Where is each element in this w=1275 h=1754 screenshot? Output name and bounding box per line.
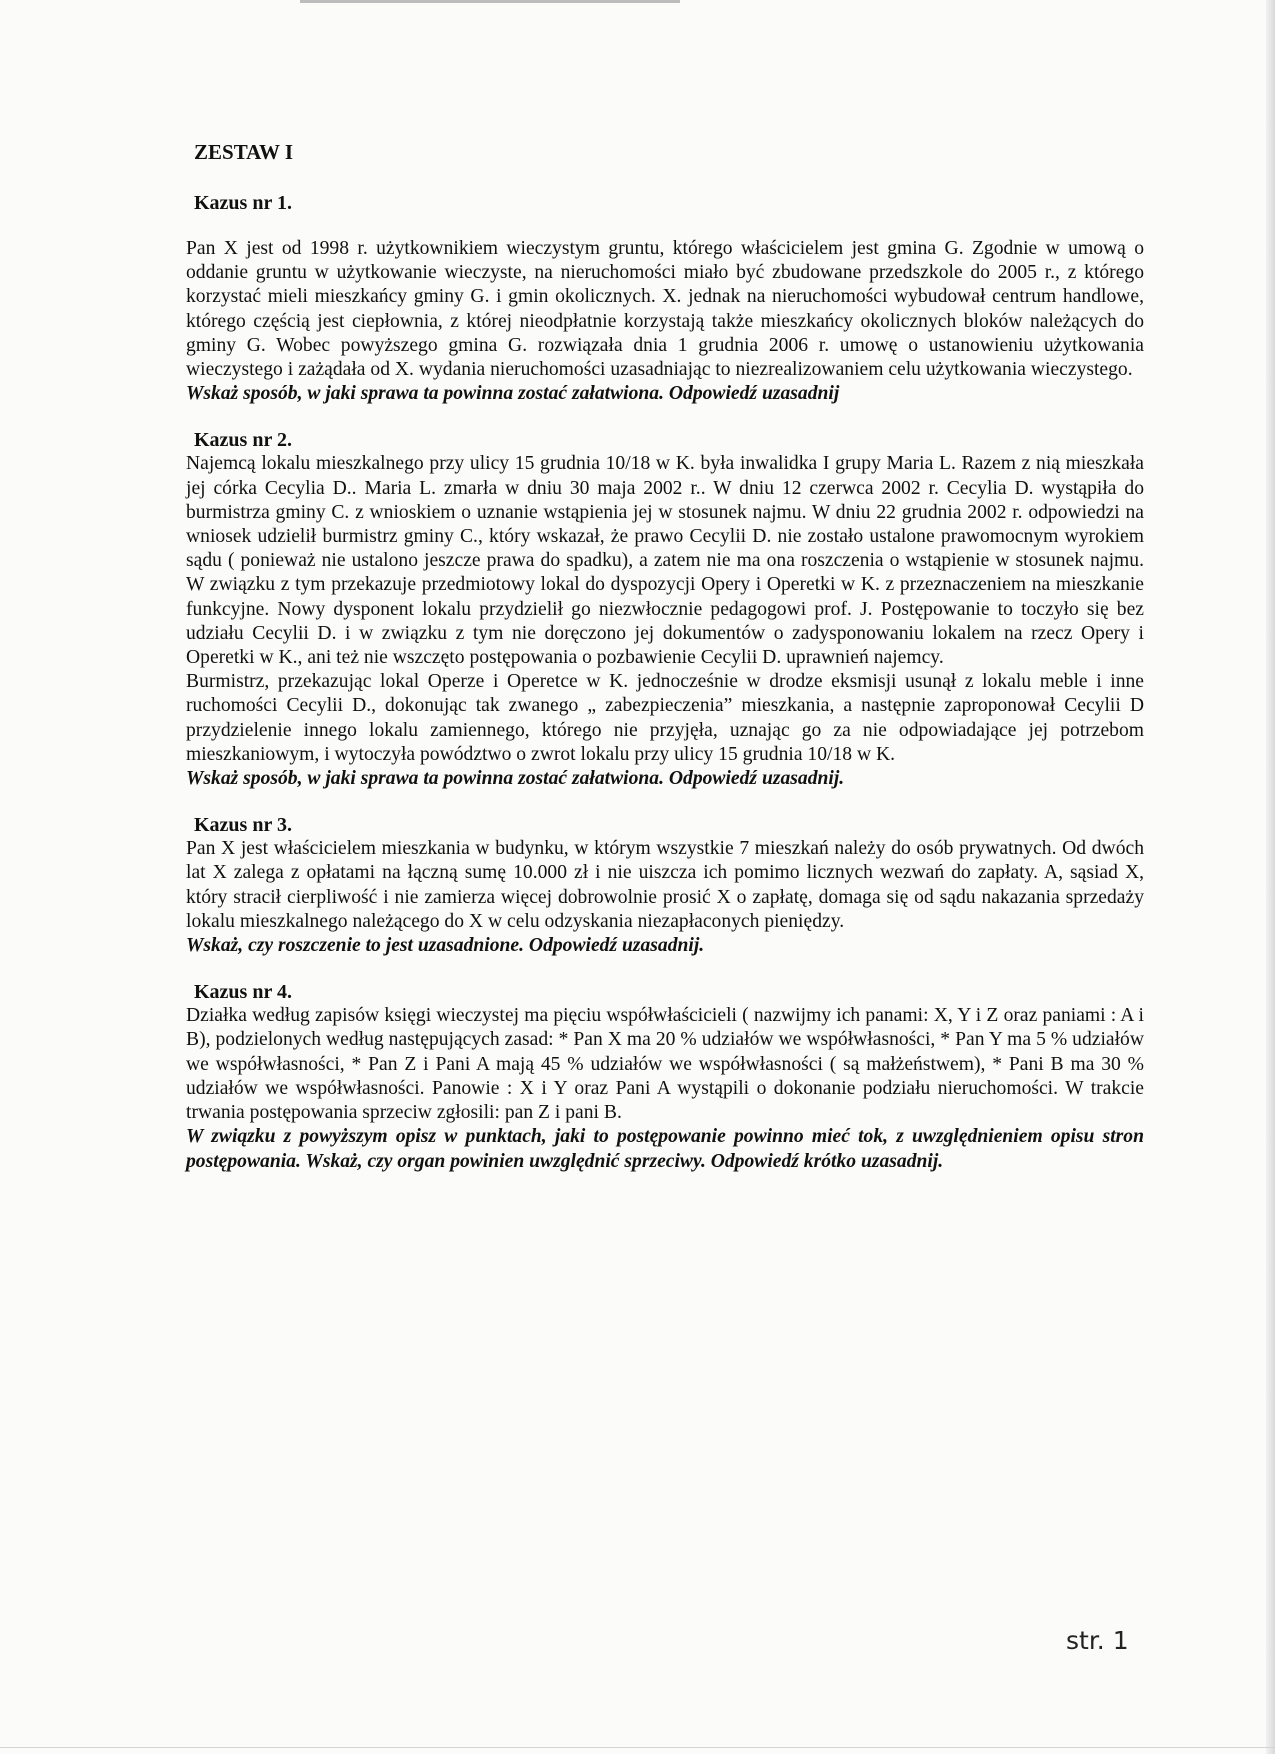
case-3 — [186, 813, 1144, 958]
case-1 — [186, 191, 1144, 406]
case-question: W związku z powyższym opisz w punktach, jaki to postępowanie powinno mieć tok, z uwzględnieniem opisu stron postępowania. Wskaż, czy organ powinien uwzględnić sprzeciwy. Odpowiedź krótko uzasadnij. — [186, 1126, 1144, 1172]
case-question: Wskaż sposób, w jaki sprawa ta powinna zostać załatwiona. Odpowiedź uzasadnij — [186, 383, 840, 405]
case-spacer — [186, 958, 1144, 980]
document-content — [186, 140, 1144, 1174]
case-title: Kazus nr 1. — [194, 192, 292, 214]
case-text: Działka według zapisów księgi wieczystej ma pięciu współwłaścicieli ( nazwijmy ich panami: X, Y i Z oraz paniami : A i B), podzielonych według następujących zasad: * Pan X ma 20 % udziałów we współwłasności, * Pan Y ma 5 % udziałów we współwłasności, * Pan Z i Pani A mają 45 % udziałów we współwłasności ( są małżeństwem), * Pani B ma 30 % udziałów we współwłasności. Panowie : X i Y oraz Pani A wystąpili o dokonanie podziału nieruchomości. W trakcie trwania postępowania sprzeciw zgłosili: pan Z i pani B. — [186, 1005, 1144, 1124]
scan-edge-right — [1266, 0, 1275, 1754]
case-title: Kazus nr 3. — [194, 814, 292, 837]
scan-edge-top — [300, 0, 680, 3]
page-number: str. 1 — [1066, 1626, 1129, 1655]
case-title: Kazus nr 2. — [194, 429, 292, 452]
case-title: Kazus nr 4. — [194, 981, 292, 1004]
case-text: Pan X jest od 1998 r. użytkownikiem wieczystym gruntu, którego właścicielem jest gmina G. Zgodnie w umową o oddanie gruntu w użytkowanie wieczyste, na nieruchomości miało być zbudowane przedszkole do 2005 r., z którego korzystać mieli mieszkańcy gminy G. i gmin okolicznych. X. jednak na nieruchomości wybudował centrum handlowe, którego częścią jest ciepłownia, z której nieodpłatnie korzystają także mieszkańcy okolicznych bloków należących do gminy G. Wobec powyższego gmina G. rozwiązała dnia 1 grudnia 2006 r. umowę o ustanowieniu użytkowania wieczystego i zażądała od X. wydania nieruchomości uzasadniając to niezrealizowaniem celu użytkowania wieczystego. — [186, 238, 1144, 381]
case-spacer — [186, 791, 1144, 813]
case-2 — [186, 428, 1144, 791]
case-text: Pan X jest właścicielem mieszkania w budynku, w którym wszystkie 7 mieszkań należy do osób prywatnych. Od dwóch lat X zalega z opłatami na łączną sumę 10.000 zł i nie uiszcza ich pomimo licznych wezwań do zapłaty. A, sąsiad X, który stracił cierpliwość i nie zamierza więcej dobrowolnie prosić X o zapłatę, domaga się od sądu nakazania sprzedaży lokalu mieszkalnego należącego do X w celu odzyskania niezapłaconych pieniędzy. — [186, 838, 1144, 932]
case-text: Najemcą lokalu mieszkalnego przy ulicy 15 grudnia 10/18 w K. była inwalidka I grupy Maria L. Razem z nią mieszkała jej córka Cecylia D.. Maria L. zmarła w dniu 30 maja 2002 r.. W dniu 12 czerwca 2002 r. Cecylia D. wystąpiła do burmistrza gminy C. z wnioskiem o uznanie wstąpienia jej w stosunek najmu. W dniu 22 grudnia 2002 r. odpowiedzi na wniosek udzielił burmistrz gminy C., który wskazał, że prawo Cecylii D. nie zostało ustalone prawomocnym wyrokiem sądu ( ponieważ nie ustalono jeszcze prawa do spadku), a zatem nie ma ona roszczenia o wstąpienie w stosunek najmu. W związku z tym przekazuje przedmiotowy lokal do dyspozycji Opery i Operetki w K. z przeznaczeniem na mieszkanie funkcyjne. Nowy dysponent lokalu przydzielił go niezwłocznie pedagogowi prof. J. Postępowanie to toczyło się bez udziału Cecylii D. i w związku z tym nie doręczono jej dokumentów o zadysponowaniu lokalem na rzecz Opery i Operetki w K., ani też nie wszczęto postępowania o pozbawienie Cecylii D. uprawnień najemcy. Burmistrz, przekazując lokal Operze i Operetce w K. jednocześnie w drodze eksmisji usunął z lokalu meble i inne ruchomości Cecylii D., dokonując tak zwanego „ zabezpieczenia” mieszkania, a następnie zaproponował Cecylii D przydzielenie innego lokalu zamiennego, którego nie przyjęła, uznając go za nie odpowiadające jej potrzebom mieszkaniowym, i wytoczyła powództwo o zwrot lokalu przy ulicy 15 grudnia 10/18 w K. — [186, 453, 1144, 765]
scan-edge-bottom — [0, 1747, 1275, 1748]
case-question: Wskaż, czy roszczenie to jest uzasadnione. Odpowiedź uzasadnij. — [186, 935, 705, 957]
document-heading: ZESTAW I — [194, 140, 294, 164]
case-spacer — [186, 406, 1144, 428]
case-4 — [186, 980, 1144, 1173]
case-question: Wskaż sposób, w jaki sprawa ta powinna zostać załatwiona. Odpowiedź uzasadnij. — [186, 768, 845, 790]
